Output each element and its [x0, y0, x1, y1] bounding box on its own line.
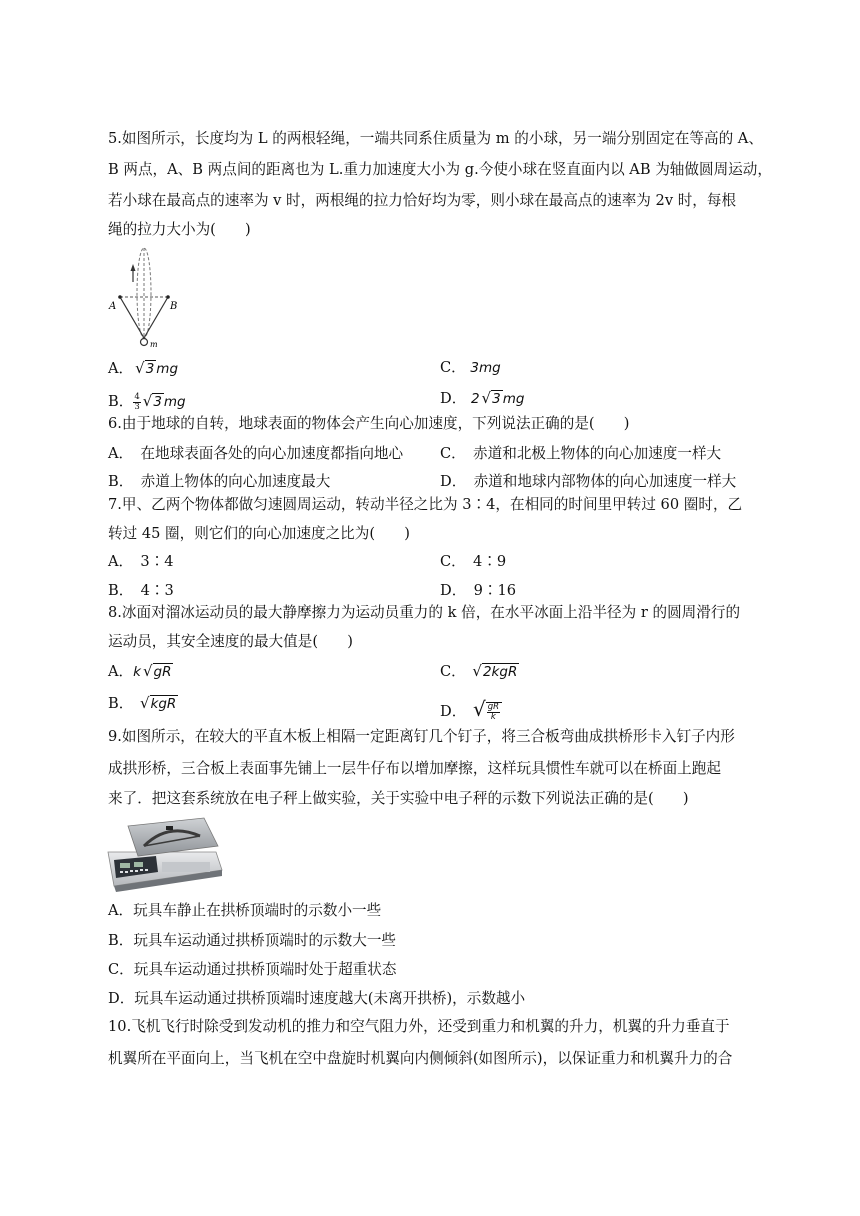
q7-option-b[interactable]: B． 4∶3: [108, 582, 174, 599]
q6-option-c[interactable]: C． 赤道和北极上物体的向心加速度一样大: [440, 445, 722, 462]
q10-line-1: 10.飞机飞行时除受到发动机的推力和空气阻力外，还受到重力和机翼的升力，机翼的升力垂直于: [108, 1018, 730, 1035]
q5-pendulum-figure: [106, 246, 186, 350]
q7-option-d[interactable]: D． 9∶16: [440, 582, 517, 599]
q6-option-a[interactable]: A． 在地球表面各处的向心加速度都指向地心: [108, 445, 404, 462]
rope-right: [144, 297, 168, 338]
q9-option-c[interactable]: C．玩具车运动通过拱桥顶端时处于超重状态: [108, 961, 397, 978]
q5-option-d[interactable]: D． 2 √3 mg: [440, 389, 525, 407]
q9-option-d[interactable]: D．玩具车运动通过拱桥顶端时速度越大(未离开拱桥)，示数越小: [108, 990, 526, 1007]
q9-line-3: 来了．把这套系统放在电子秤上做实验，关于实验中电子秤的示数下列说法正确的是( ): [108, 790, 689, 807]
q5-option-a[interactable]: A． √3 mg: [108, 359, 179, 377]
q7-line-1: 7.甲、乙两个物体都做匀速圆周运动，转动半径之比为 3∶4，在相同的时间里甲转过 60 圈时，乙: [108, 496, 743, 513]
q9-option-b[interactable]: B．玩具车运动通过拱桥顶端时的示数大一些: [108, 932, 397, 949]
q9-line-1: 9.如图所示，在较大的平直木板上相隔一定距离钉几个钉子，将三合板弯曲成拱桥形卡入钉子内形: [108, 728, 735, 745]
q8-option-b[interactable]: B． √kgR: [108, 694, 177, 712]
point-a: [118, 295, 122, 299]
scale-display-screen-2: [134, 862, 143, 867]
label-m: m: [150, 340, 158, 349]
q7-option-a[interactable]: A． 3∶4: [108, 553, 174, 570]
q8-option-c[interactable]: C． √2kgR: [440, 662, 518, 680]
q5-option-b[interactable]: B． $\frac{4}{3}$ √3 mg: [108, 391, 186, 412]
q8-line-1: 8.冰面对溜冰运动员的最大静摩擦力为运动员重力的 k 倍，在水平冰面上沿半径为 r 的圆周滑行的: [108, 604, 741, 621]
q5-line-3: 若小球在最高点的速率为 v 时，两根绳的拉力恰好均为零，则小球在最高点的速率为 2v 时，每根: [108, 192, 737, 209]
q9-option-a[interactable]: A．玩具车静止在拱桥顶端时的示数小一些: [108, 902, 382, 919]
q8-line-2: 运动员，其安全速度的最大值是( ): [108, 633, 353, 650]
scale-display-screen: [120, 863, 130, 868]
ball: [141, 339, 148, 346]
q7-line-2: 转过 45 圈，则它们的向心加速度之比为( ): [108, 525, 410, 542]
q10-line-2: 机翼所在平面向上，当飞机在空中盘旋时机翼向内侧倾斜(如图所示)，以保证重力和机翼升力的合: [108, 1050, 733, 1067]
rope-left: [120, 297, 144, 338]
scale-front-panel: [162, 862, 210, 872]
q8-option-a[interactable]: A．k √gR: [108, 662, 172, 680]
q6-option-d[interactable]: D． 赤道和地球内部物体的向心加速度一样大: [440, 473, 737, 490]
q8-option-d[interactable]: D． √ $\frac{gR}{k}$: [440, 697, 502, 724]
toy-car: [166, 826, 173, 830]
q5-line-1: 5.如图所示，长度均为 L 的两根轻绳，一端共同系住质量为 m 的小球，另一端分别固定在等高的 A、: [108, 130, 763, 147]
label-a: A: [109, 301, 117, 312]
q6-option-b[interactable]: B． 赤道上物体的向心加速度最大: [108, 473, 331, 490]
q5-line-4: 绳的拉力大小为( ): [108, 221, 251, 238]
q9-scale-figure: [104, 816, 226, 892]
up-arrow-icon: [131, 264, 136, 271]
q6-stem: 6.由于地球的自转，地球表面的物体会产生向心加速度，下列说法正确的是( ): [108, 415, 630, 432]
q5-option-c[interactable]: C． 3mg: [440, 359, 501, 376]
point-b: [166, 295, 170, 299]
q9-line-2: 成拱形桥，三合板上表面事先铺上一层牛仔布以增加摩擦，这样玩具惯性车就可以在桥面上跑起: [108, 760, 721, 777]
q7-option-c[interactable]: C． 4∶9: [440, 553, 507, 570]
scale-platform: [128, 818, 218, 856]
q5-line-2: B 两点，A、B 两点间的距离也为 L.重力加速度大小为 g.今使小球在竖直面内以 AB 为轴做圆周运动，: [108, 161, 772, 178]
label-b: B: [170, 301, 178, 312]
